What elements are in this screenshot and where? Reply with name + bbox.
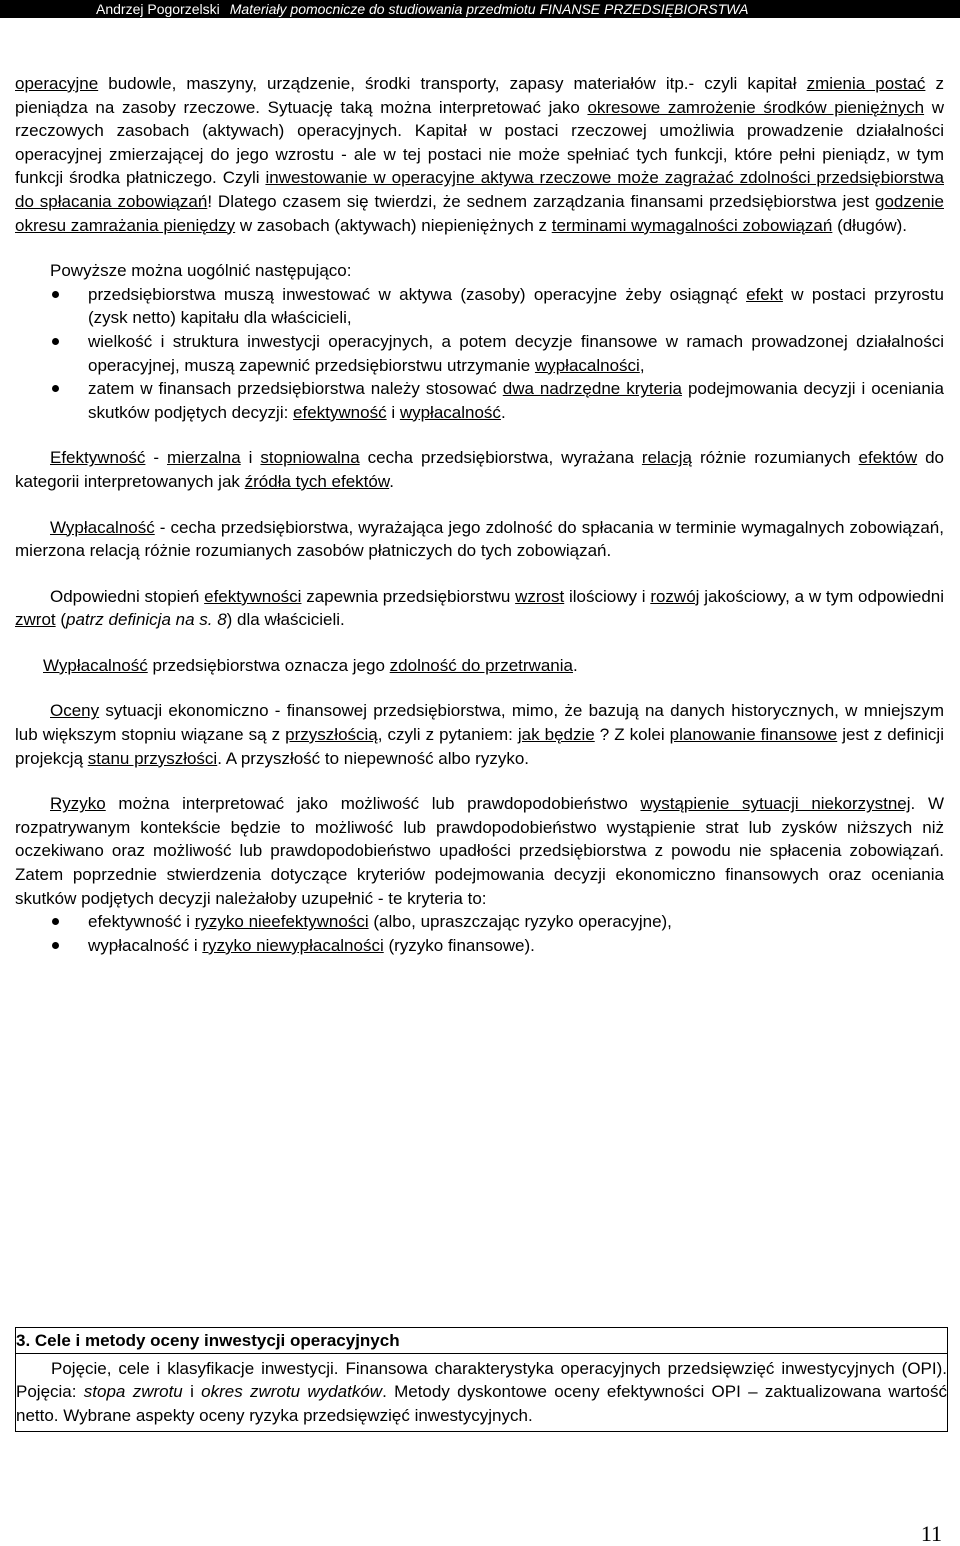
term-efektywnosci: efektywności xyxy=(204,586,302,606)
term-ryzyko: Ryzyko xyxy=(50,794,106,814)
paragraph-capital xyxy=(15,72,944,237)
text: . xyxy=(572,655,578,675)
bullet-icon xyxy=(52,291,59,298)
page-body xyxy=(15,72,944,957)
term-stanu-przyszlosci: stanu przyszłości xyxy=(87,748,218,768)
bullet-icon xyxy=(52,338,59,345)
text: . Metody dyskontowe oceny efektywności OPI – zaktualizowana wartość netto. Wybrane aspekty oceny ryzyka przedsięwzięć inwestycyjnych. xyxy=(16,1382,947,1425)
term-relacja: relacją xyxy=(641,448,692,468)
section-summary xyxy=(16,1354,947,1432)
term-efekt: efekt xyxy=(746,284,783,304)
term-wyplacalnosc: wypłacalność xyxy=(399,402,501,422)
paragraph-stopien xyxy=(15,585,944,632)
text: ilościowy i xyxy=(564,586,651,606)
text: i xyxy=(386,402,400,422)
text: w rzeczowych zasobach (aktywach) operacyjnych. Kapitał w postaci rzeczowej umożliwia prowadzenie działalności operacyjnej zmierzającej do jego wzrostu - ale w tej postaci nie może spełniać tych funkcji, które pełni pieniądz, w tym funkcji środka płatniczego. Czyli xyxy=(15,97,944,188)
text: cecha przedsiębiorstwa, wyrażana xyxy=(359,448,642,468)
term-sytuacja-niekorzystna: wystąpienie sytuacji niekorzystnej xyxy=(640,794,911,814)
text: , czyli z pytaniem: xyxy=(377,725,518,745)
text: wypłacalność i xyxy=(88,935,203,955)
text: . xyxy=(389,471,394,491)
term-stopa-zwrotu: stopa zwrotu xyxy=(83,1382,183,1402)
term-wyplacalnosc: Wypłacalność xyxy=(50,517,155,537)
text: budowle, maszyny, urządzenie, środki transporty, zapasy materiałów itp.- czyli kapitał xyxy=(98,74,807,93)
term-godzenie-okresu: godzenie okresu zamrażania pieniędzy xyxy=(15,191,944,235)
text: ) dla właścicieli. xyxy=(226,610,345,630)
criteria-list xyxy=(15,283,944,425)
text: ? Z kolei xyxy=(594,725,670,745)
term-jak-bedzie: jak będzie xyxy=(517,725,595,745)
term-inwestowanie: inwestowanie w operacyjne aktywa rzeczowe może zagrażać zdolności przedsiębiorstwa do spłacania zobowiązań xyxy=(15,168,944,211)
term-planowanie: planowanie finansowe xyxy=(669,725,838,745)
paragraph-generalize: Powyższe można uogólnić następująco: xyxy=(50,261,352,281)
text: ! Dlatego czasem się twierdzi, że sednem zarządzania finansami przedsiębiorstwa jest xyxy=(207,191,875,211)
paragraph-oceny xyxy=(15,699,944,770)
definition-wyplacalnosc xyxy=(15,516,944,563)
term-stopniowalna: stopniowalna xyxy=(260,448,360,468)
list-item xyxy=(15,934,944,958)
text: . W rozpatrywanym kontekście będzie to możliwość lub prawdopodobieństwo wystąpienie strat lub zysków niższych niż oczekiwano oraz możliwość lub prawdopodobieństwo upadłości przedsiębiorstwa z powodu nie spłacenia zobowiązań. Zatem poprzednie stwierdzenia dotyczące kryteriów podejmowania decyzji ekonomiczno finansowych oraz oceniania skutków podjętych decyzji należałoby uzupełnić - te kryteria to: xyxy=(15,794,944,908)
term-efektywnosc: efektywność xyxy=(293,402,387,422)
text: w zasobach (aktywach) niepieniężnych z xyxy=(235,215,552,235)
risk-criteria-list xyxy=(15,910,944,957)
term-zdolnosc-przetrwania: zdolność do przetrwania xyxy=(389,655,573,675)
section-title: 3. Cele i metody oceny inwestycji operacyjnych xyxy=(16,1328,947,1354)
term-przyszloscia: przyszłością xyxy=(285,725,378,745)
text: do kategorii interpretowanych jak xyxy=(15,448,945,491)
text: przedsiębiorstwa muszą inwestować w aktywa (zasoby) operacyjne żeby osiągnąć xyxy=(88,284,747,304)
text: z pieniądza na zasoby rzeczowe. Sytuację taką można interpretować jako xyxy=(15,74,944,117)
paragraph-ryzyko xyxy=(15,792,944,910)
text: ( xyxy=(55,610,67,630)
text: i xyxy=(182,1382,202,1402)
list-item xyxy=(15,330,944,377)
definition-efektywnosc xyxy=(15,446,944,493)
paragraph-przetrwanie xyxy=(15,654,944,678)
text: (ryzyko finansowe). xyxy=(383,935,535,955)
bullet-icon xyxy=(52,942,59,949)
text: w postaci przyrostu (zysk netto) kapitału dla właścicieli, xyxy=(88,284,944,328)
term-wyplacalnosci: wypłacalności xyxy=(534,355,640,375)
term-terminami-wymagalnosci: terminami wymagalności zobowiązań xyxy=(551,215,833,235)
text: (albo, upraszczając ryzyko operacyjne), xyxy=(368,912,672,932)
section-box xyxy=(15,1327,948,1432)
term-operacyjne: operacyjne xyxy=(15,74,99,93)
term-okres-zwrotu: okres zwrotu wydatków xyxy=(201,1382,383,1402)
text: jakościowy, a w tym odpowiedni xyxy=(699,586,945,606)
term-ryzyko-nieefektywnosci: ryzyko nieefektywności xyxy=(194,912,369,932)
text: zatem w finansach przedsiębiorstwa należy stosować xyxy=(88,379,503,399)
term-wyplacalnosc: Wypłacalność xyxy=(43,655,148,675)
text: można interpretować jako możliwość lub prawdopodobieństwo xyxy=(105,794,641,814)
bullet-icon xyxy=(52,385,59,392)
list-item xyxy=(15,910,944,934)
text: (długów). xyxy=(832,215,907,235)
text: Pojęcie, cele i klasyfikacje inwestycji. Finansowa charakterystyka operacyjnych przedsięwzięć inwestycyjnych (OPI). Pojęcia: xyxy=(16,1358,947,1402)
page-number: 11 xyxy=(920,1521,942,1546)
text: Odpowiedni stopień xyxy=(50,586,205,606)
term-oceny: Oceny xyxy=(50,701,100,721)
bullet-icon xyxy=(52,918,59,925)
term-mierzalna: mierzalna xyxy=(167,448,241,468)
text: - cecha przedsiębiorstwa, wyrażająca jego zdolność do spłacania w terminie wymagalnych zobowiązań, mierzona relacją różnie rozumianych zasobów płatniczych do tych zobowiązań. xyxy=(15,517,944,561)
page-header xyxy=(0,0,960,18)
text: sytuacji ekonomiczno - finansowej przedsiębiorstwa, mimo, że bazują na danych historycznych, w mniejszym lub większym stopniu wiązane są z xyxy=(15,701,944,745)
term-okresowe-zamrozenie: okresowe zamrożenie środków pieniężnych xyxy=(587,97,925,117)
text: wielkość i struktura inwestycji operacyjnych, a potem decyzje finansowe w ramach prowadzonej działalności operacyjnej, muszą zapewnić przedsiębiorstwu utrzymanie xyxy=(88,331,944,375)
term-dwa-kryteria: dwa nadrzędne kryteria xyxy=(502,379,682,399)
text: różnie rozumianych xyxy=(692,448,859,468)
header-author: Andrzej Pogorzelski xyxy=(96,1,220,17)
text: i xyxy=(240,448,261,468)
header-subject: Materiały pomocnicze do studiowania przedmiotu FINANSE PRZEDSIĘBIORSTWA xyxy=(229,1,749,17)
list-item xyxy=(15,283,944,330)
reference-note: patrz definicja na s. 8 xyxy=(66,610,227,630)
text: przedsiębiorstwa oznacza jego xyxy=(147,655,390,675)
text: jest z definicji projekcją xyxy=(15,725,944,768)
term-zwrot: zwrot xyxy=(15,610,56,630)
text: podejmowania decyzji i oceniania skutków podjętych decyzji: xyxy=(88,379,945,422)
term-wzrost: wzrost xyxy=(515,586,565,606)
text: efektywność i xyxy=(88,912,195,932)
text: , xyxy=(639,355,645,375)
text: . A przyszłość to niepewność albo ryzyko. xyxy=(217,748,530,768)
term-zmienia-postac: zmienia postać xyxy=(806,74,926,93)
text: . xyxy=(500,402,506,422)
term-efektow: efektów xyxy=(858,448,918,468)
text: zapewnia przedsiębiorstwu xyxy=(301,586,516,606)
term-rozwoj: rozwój xyxy=(650,586,700,606)
term-zrodla-efektow: źródła tych efektów xyxy=(244,471,390,491)
term-efektywnosc: Efektywność xyxy=(50,448,146,468)
term-ryzyko-niewyplacalnosci: ryzyko niewypłacalności xyxy=(202,935,384,955)
list-item xyxy=(15,377,944,424)
text: - xyxy=(145,448,168,468)
